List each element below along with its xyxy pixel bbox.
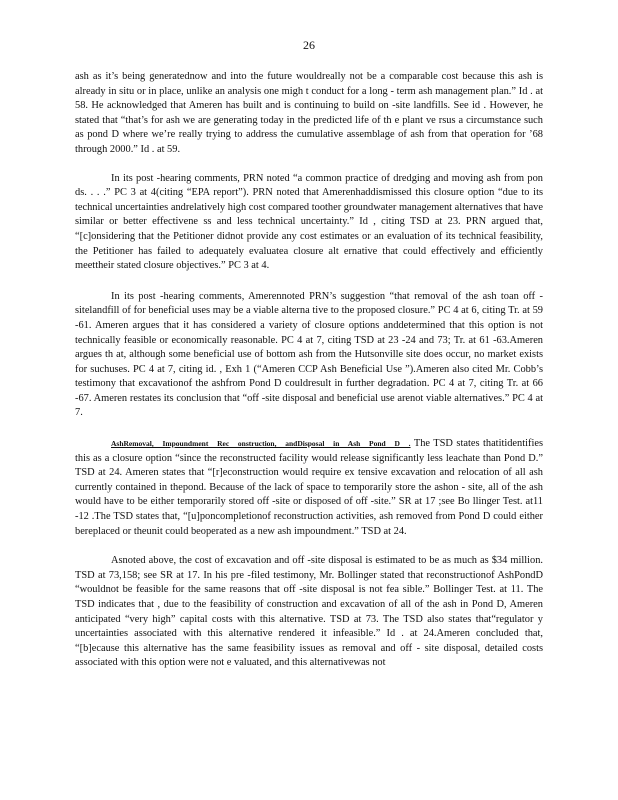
section-heading: AshRemoval, Impoundment Rec onstruction, andDisposal in Ash Pond D . <box>111 439 411 449</box>
body-text <box>75 70 543 686</box>
paragraph-reconstruction <box>75 437 543 539</box>
paragraph-ameren-comments: In its post -hearing comments, Amerennoted PRN’s suggestion “that removal of the ash toan off - sitelandfill of for beneficial uses may be a viable alterna tive to the proposed closure.” PC 4 at 6, citing Tr. at 59 -61. Ameren argues that it has considered a variety of closure options anddetermined that this option is not technically feasible or economically reasonable. PC 4 at 7, citing TSD at 23 -24 and 73; Tr. at 61 -63.Ameren argues th at, although some beneficial use of bottom ash from the Hutsonville site does occur, no market exists for suchuses. PC 4 at 7, citing id. , Exh 1 (“Ameren CCP Ash Beneficial Use ”).Ameren also cited Mr. Cobb’s testimony that excavationof the ashfrom Pond D couldresult in further degradation. PC 4 at 7, citing Tr. at 66 -67. Ameren restates its conclusion that “off -site disposal and beneficial use arenot viable alternatives.” PC 4 at 7. <box>75 290 543 419</box>
paragraph-cost-estimate: Asnoted above, the cost of excavation and off -site disposal is estimated to be as much as $34 million. TSD at 73,158; see SR at 17. In his pre -filed testimony, Mr. Bollinger stated that reconstructionof AshPondD “wouldnot be feasible for the same reasons that off -site disposal is not fea sible.” Bollinger Test. at 11. The TSD indicates that , due to the feasibility of construction and excavation of all of the ash in Pond D, Ameren anticipated “very high” capital costs with this alternative. TSD at 73. The TSD also states that“regulator y uncertainties associated with this alternative rendered it infeasible.” Id . at 24.Ameren concluded that, “[b]ecause this alternative has the same feasibility issues as removal and off - site disposal, detailed costs associated with this option were not e valuated, and this alternativewas not <box>75 555 543 669</box>
page-number: 26 <box>303 38 315 52</box>
paragraph-prn-comments: In its post -hearing comments, PRN noted “a common practice of dredging and moving ash from pon ds. . . .” PC 3 at 4(citing “EPA report”). PRN noted that Amerenhaddismissed this closure option “due to its technical uncertainties andrelatively high cost compared toother groundwater management alternatives that have similar or better effectivene ss and less technical uncertainty.” Id , citing TSD at 23. PRN argued that, “[c]onsidering that the Petitioner didnot provide any cost estimates or an evaluation of its technical feasibility, the Petitioner has failed to adequately evaluatea closure alt ernative that could effectively and efficiently meettheir stated closure objectives.” PC 3 at 4. <box>75 172 543 272</box>
paragraph-continuation: ash as it’s being generatednow and into the future wouldreally not be a comparable cost because this ash is already in situ or in place, unlike an analysis one migh t conduct for a long - term ash management plan.” Id . at 58. He acknowledged that Ameren has built and is continuing to build on -site landfills. See id . However, he stated that “that’s for ash we are generating today in the predicted life of th e plant ve rsus a circumstance such as pond D where we’re really trying to address the cumulative assemblage of ash from that operation for ’68 through 2000.” Id . at 59. <box>75 71 543 155</box>
paragraph-reconstruction-text: The TSD states thatitidentifies this as a closure option “since the reconstructed facility would release significantly less leachate than Pond D.” TSD at 24. Ameren states that “[r]econstruction would require ex tensive excavation and relocation of all ash currently contained in thepond. Because of the lack of space to temporarily store the ashon - site, all of the ash would have to be either temporarily stored off -site or disposed of off -site.” SR at 17 ;see Bo llinger Test. at11 -12 .The TSD states that, “[u]poncompletionof reconstruction activities, ash removed from Pond D could either bereplaced or theunit could beoperated as a new ash impoundment.” TSD at 24. <box>75 438 544 537</box>
